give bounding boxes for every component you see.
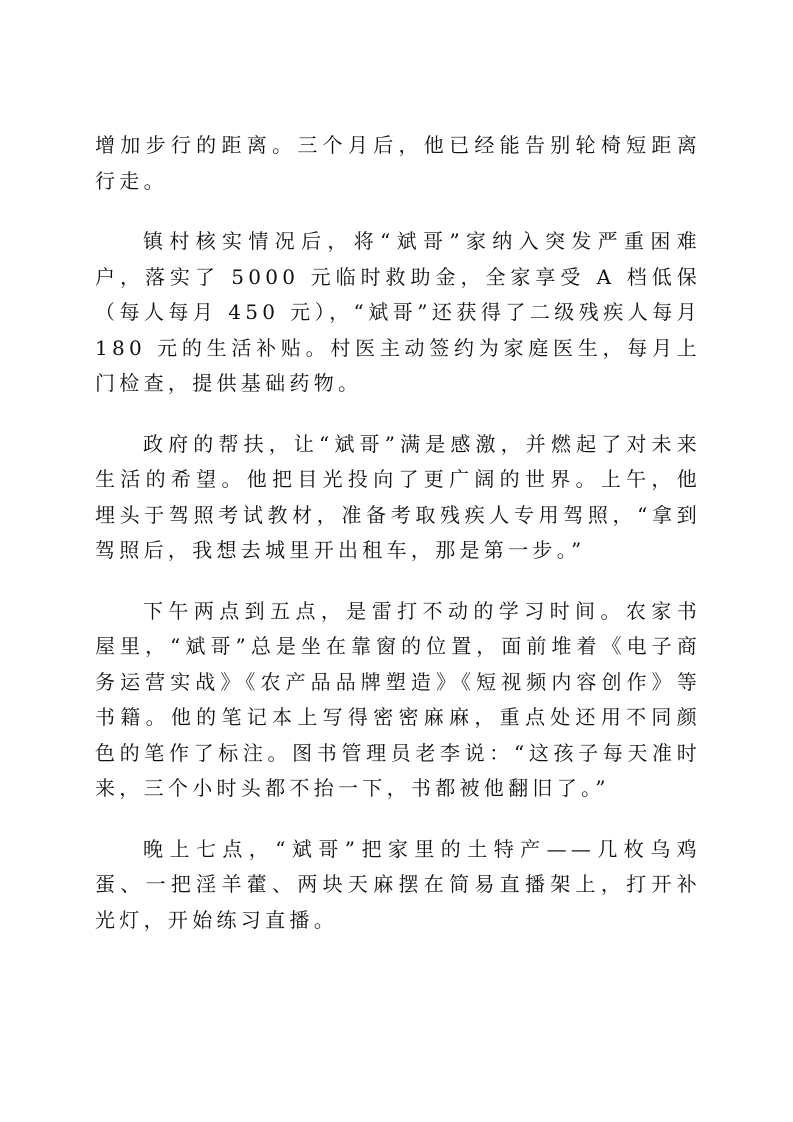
paragraph-study-time: 下午两点到五点，是雷打不动的学习时间。农家书屋里，“斌哥”总是坐在靠窗的位置，面前堆着《电子商务运营实战》《农产品品牌塑造》《短视频内容创作》等书籍。他的笔记本上写得密密麻麻，重点处还用不同颜色的笔作了标注。图书管理员老李说：“这孩子每天准时来，三个小时头都不抬一下，书都被他翻旧了。”: [95, 598, 701, 800]
document-page: [95, 128, 701, 963]
paragraph-livestream-practice: 晚上七点，“斌哥”把家里的土特产——几枚乌鸡蛋、一把淫羊藿、两块天麻摆在简易直播架上，打开补光灯，开始练习直播。: [95, 836, 701, 932]
paragraph-continuation: 增加步行的距离。三个月后，他已经能告别轮椅短距离行走。: [95, 133, 701, 193]
paragraph-driving-license: 政府的帮扶，让“斌哥”满是感激，并燃起了对未来生活的希望。他把目光投向了更广阔的世界。上午，他埋头于驾照考试教材，准备考取残疾人专用驾照，“拿到驾照后，我想去城里开出租车，那是第一步。”: [95, 431, 701, 562]
paragraph-relief-measures: 镇村核实情况后，将“斌哥”家纳入突发严重困难户，落实了 5000 元临时救助金，全家享受 A 档低保（每人每月 450 元），“斌哥”还获得了二级残疾人每月 180 元的生活补贴。村医主动签约为家庭医生，每月上门检查，提供基础药物。: [95, 229, 701, 395]
